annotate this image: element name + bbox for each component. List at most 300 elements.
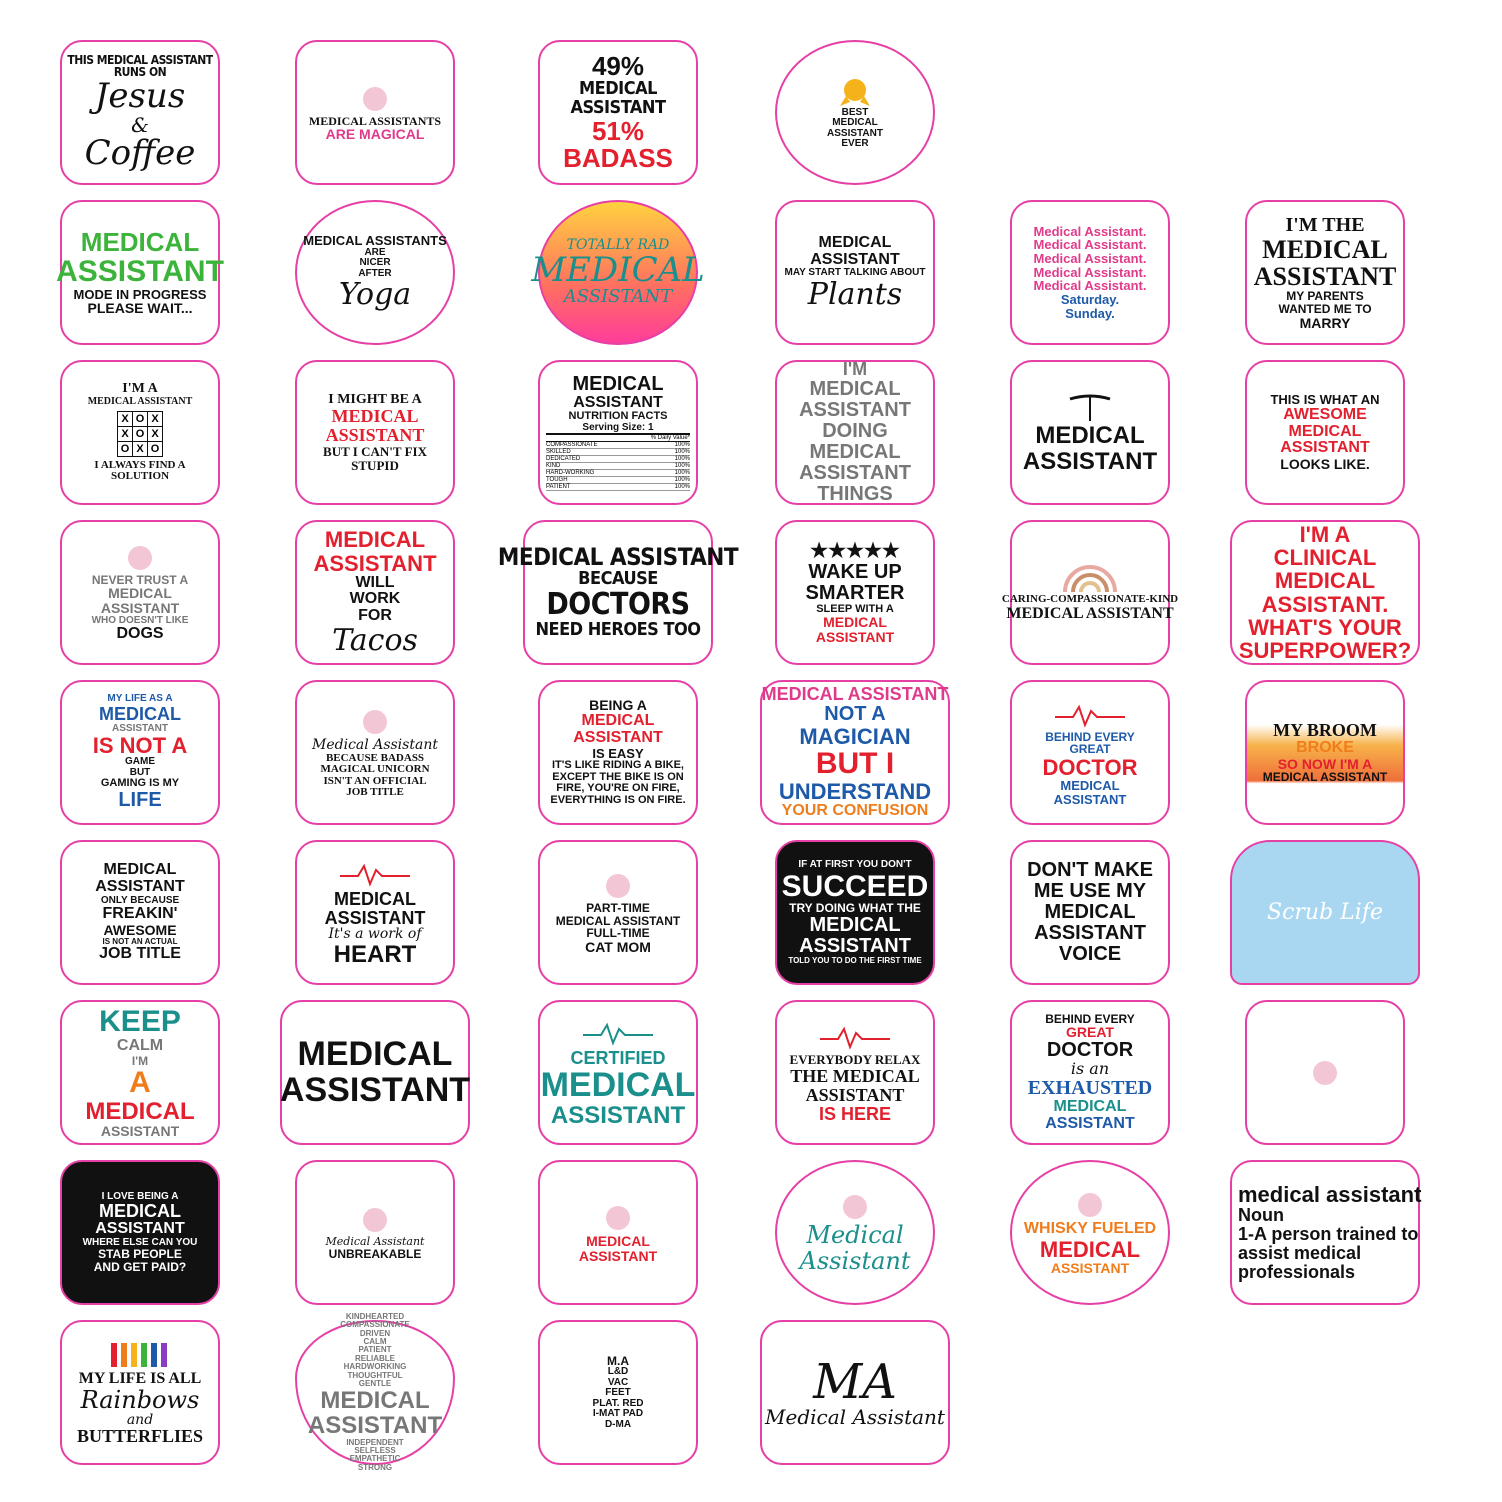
- star-icon: [1290, 1059, 1360, 1087]
- grid-cell: O: [133, 427, 147, 441]
- sticker-text: JOB TITLE: [346, 786, 404, 799]
- sticker-text: THINGS: [817, 482, 893, 505]
- sticker-text: MAGICIAN: [799, 724, 911, 750]
- sticker-text: BUT I: [815, 747, 895, 781]
- sticker-text: TOLD YOU TO DO THE FIRST TIME: [788, 955, 922, 965]
- sticker-27: [538, 680, 698, 825]
- sticker-45: [538, 1160, 698, 1305]
- sticker-text: DOCTORS: [546, 587, 690, 623]
- sticker-text: MEDICAL: [531, 249, 705, 290]
- sticker-text: MEDICAL ASSISTANTS: [303, 233, 447, 249]
- sticker-text: Medical Assistant: [312, 737, 438, 754]
- sticker-text: ASSISTANT: [95, 877, 185, 895]
- sticker-text: MAY START TALKING ABOUT: [784, 267, 926, 279]
- sticker-text: EXCEPT THE BIKE IS ON: [552, 770, 684, 783]
- sticker-text: MEDICAL: [1035, 422, 1145, 450]
- ribbon-icon: [820, 78, 890, 106]
- sticker-text: HARDWORKING: [343, 1362, 407, 1372]
- sticker-text: Jesus: [94, 75, 186, 116]
- sticker-50: [295, 1311, 455, 1472]
- sticker-text: HEART: [333, 941, 417, 969]
- sticker-38: [280, 1000, 470, 1145]
- sticker-text: STAB PEOPLE: [98, 1247, 182, 1262]
- sticker-text: L&D: [607, 1366, 629, 1378]
- sticker-text: MY LIFE AS A: [107, 693, 173, 705]
- sticker-text: MEDICAL: [832, 117, 878, 128]
- sticker-text: MEDICAL: [297, 1034, 453, 1073]
- sticker-text: MEDICAL: [823, 614, 887, 631]
- sticker-text: MEDICAL: [1274, 568, 1376, 594]
- sticker-text: THE MEDICAL: [790, 1065, 920, 1086]
- sticker-text: ASSISTANT: [827, 127, 883, 139]
- sticker-text: professionals: [1238, 1261, 1356, 1282]
- sticker-text: I MIGHT BE A: [328, 391, 422, 407]
- grid-cell: O: [133, 412, 147, 426]
- sticker-text: WANTED ME TO: [1278, 301, 1372, 316]
- sticker-text: I-MAT PAD: [592, 1408, 644, 1420]
- sticker-29: [1010, 680, 1170, 825]
- sticker-22: [775, 520, 935, 665]
- sticker-text: MEDICAL: [540, 1065, 696, 1104]
- sticker-52: [760, 1320, 950, 1465]
- sticker-37: [60, 1000, 220, 1145]
- sticker-17: [1010, 360, 1170, 505]
- sticker-text: MEDICAL: [1039, 1237, 1141, 1262]
- sticker-text: MEDICAL: [1262, 234, 1388, 264]
- sticker-28: [760, 680, 950, 825]
- sticker-text: MARRY: [1299, 314, 1351, 331]
- sticker-text: ASSISTANT: [325, 425, 425, 446]
- sticker-text: MEDICAL: [1053, 1097, 1127, 1115]
- sticker-text: JOB TITLE: [99, 945, 181, 963]
- sticker-text: KINDHEARTED: [345, 1311, 405, 1321]
- sticker-text: 1-A person trained to: [1238, 1224, 1419, 1245]
- sticker-text: ASSISTANT: [563, 286, 673, 308]
- sticker-text: AWESOME: [103, 922, 177, 938]
- sticker-text: NEED HEROES TOO: [535, 618, 701, 640]
- sticker-text: Sunday.: [1065, 305, 1115, 321]
- sticker-text: MEDICAL: [103, 861, 177, 879]
- sticker-text: MEDICAL: [99, 1201, 181, 1222]
- sticker-16: [775, 360, 935, 505]
- sticker-30: [1245, 680, 1405, 825]
- sticker-text: CALM: [363, 1336, 387, 1346]
- sticker-text: CAT MOM: [585, 939, 651, 956]
- sticker-text: EVER: [841, 138, 869, 149]
- sticker-text: MEDICAL: [809, 440, 901, 463]
- caduceus-icon: [1055, 393, 1125, 421]
- sticker-text: Coffee: [84, 132, 196, 173]
- sticker-34: [775, 840, 935, 985]
- sticker-text: ASSISTANT: [313, 550, 437, 576]
- sticker-text: PART-TIME: [586, 901, 650, 916]
- sticker-text: UNDERSTAND: [778, 778, 932, 804]
- sticker-text: ASSISTANT: [1050, 1260, 1130, 1277]
- sticker-text: ONLY BECAUSE: [100, 894, 180, 906]
- sticker-text: DOGS: [116, 625, 164, 643]
- sticker-39: [538, 1000, 698, 1145]
- sticker-text: Medical Assistant: [325, 1235, 425, 1249]
- sticker-text: I'M: [131, 1053, 149, 1068]
- sticker-26: [295, 680, 455, 825]
- sticker-text: medical assistant: [1238, 1182, 1422, 1208]
- sticker-text: MEDICAL ASSISTANT: [87, 396, 193, 408]
- sticker-text: Medical Assistant.: [1033, 251, 1147, 267]
- sticker-text: BECAUSE BADASS: [325, 751, 425, 764]
- sticker-text: ASSISTANT: [1053, 791, 1127, 807]
- heartbeat-icon: [1055, 701, 1125, 729]
- sticker-text: I'M A: [122, 381, 158, 397]
- sticker-text: ARE MAGICAL: [325, 126, 425, 143]
- sticker-text: ASSISTANT: [100, 1122, 180, 1139]
- medical-icons-icon: [820, 1193, 890, 1221]
- sticker-text: BUT I CAN'T FIX: [323, 444, 427, 460]
- sticker-text: BADASS: [563, 143, 673, 174]
- cat-icon: [583, 872, 653, 900]
- sticker-text: I LOVE BEING A: [101, 1190, 179, 1202]
- sticker-9: [531, 200, 705, 345]
- sticker-text: ASSISTANT: [100, 600, 180, 617]
- sticker-text: AFTER: [358, 267, 392, 279]
- sticker-text: GREAT: [1066, 1024, 1114, 1041]
- sticker-40: [775, 1000, 935, 1145]
- sticker-text: STRONG: [357, 1462, 393, 1472]
- sticker-35: [1010, 840, 1170, 985]
- sticker-text: CALM: [116, 1036, 164, 1054]
- sticker-text: TRY DOING WHAT THE: [789, 901, 921, 915]
- sticker-text: MODE IN PROGRESS: [73, 286, 207, 302]
- sticker-text: WHISKY FUELED: [1023, 1220, 1157, 1238]
- sticker-text: MEDICAL ASSISTANT: [555, 913, 681, 928]
- sticker-text: SUCCEED: [781, 869, 929, 903]
- sticker-text: 49%: [591, 50, 645, 81]
- sticker-text: Plants: [807, 276, 903, 312]
- sticker-32: [295, 840, 455, 985]
- sticker-text: EMPATHETIC: [349, 1454, 401, 1464]
- sticker-text: TOTALLY RAD: [566, 236, 670, 253]
- sticker-13: [60, 360, 220, 505]
- sticker-text: THOUGHTFUL: [347, 1370, 403, 1380]
- sticker-text: BUTTERFLIES: [76, 1426, 204, 1447]
- sticker-text: FOR: [358, 607, 392, 625]
- sticker-text: Medical Assistant: [765, 1405, 945, 1430]
- flowers-icon: [340, 708, 410, 736]
- sticker-text: ME USE MY: [1033, 880, 1147, 902]
- sticker-text: MEDICAL: [334, 888, 416, 909]
- sticker-text: I'M A: [1299, 522, 1351, 548]
- sticker-text: ASSISTANT: [550, 1102, 686, 1130]
- sticker-text: ASSISTANT: [1034, 922, 1146, 944]
- sticker-text: DOCTOR: [1042, 754, 1138, 780]
- sticker-21: [497, 520, 739, 665]
- sticker-text: ASSISTANT: [279, 1070, 471, 1109]
- sticker-text: ASSISTANT: [815, 628, 895, 645]
- sticker-text: MEDICAL ASSISTANT: [1006, 604, 1174, 622]
- sticker-text: DON'T MAKE: [1027, 859, 1153, 881]
- sticker-text: IF AT FIRST YOU DON'T: [798, 859, 912, 870]
- sticker-31: [60, 840, 220, 985]
- sticker-text: DOCTOR: [1046, 1038, 1134, 1061]
- sticker-text: SOLUTION: [110, 470, 170, 483]
- sticker-text: It's a work of: [328, 926, 422, 943]
- sticker-text: ASSISTANT: [799, 461, 911, 484]
- sticker-text: MEDICAL ASSISTANT: [497, 543, 739, 572]
- nutrition-row: PATIENT 100%: [546, 484, 690, 491]
- unicorn-icon: [340, 85, 410, 113]
- sticker-48: [1230, 1160, 1420, 1305]
- sticker-text: MEDICAL: [320, 1387, 430, 1415]
- sticker-text: I ALWAYS FIND A: [94, 458, 186, 471]
- sticker-text: BEHIND EVERY: [1045, 1011, 1135, 1026]
- sticker-text: MEDICAL: [1044, 901, 1136, 923]
- sticker-25: [60, 680, 220, 825]
- sticker-text: GAMING IS MY: [100, 777, 180, 790]
- sticker-text: WILL: [355, 573, 395, 591]
- sticker-text: ISN'T AN OFFICIAL: [323, 774, 427, 787]
- sticker-text: IS NOT AN ACTUAL: [102, 936, 178, 946]
- sticker-51: [538, 1320, 698, 1465]
- sticker-text: VOICE: [1058, 943, 1122, 965]
- sticker-text: ASSISTANT: [570, 96, 666, 118]
- sticker-text: GENTLE: [358, 1378, 392, 1388]
- sticker-text: NOT A: [824, 703, 886, 726]
- sticker-sheet: [56, 30, 1450, 1472]
- sticker-text: I'M: [842, 359, 868, 380]
- sticker-text: ASSISTANT: [805, 1084, 905, 1105]
- tubes-icon: [105, 1341, 175, 1369]
- sticker-text: AWESOME: [1283, 405, 1367, 423]
- sticker-text: MEDICAL: [80, 226, 200, 257]
- sticker-text: BEING A: [589, 697, 647, 714]
- sticker-text: PATIENT: [358, 1345, 392, 1355]
- sticker-text: MEDICAL: [1288, 422, 1362, 440]
- sticker-text: MEDICAL ASSISTANTS: [308, 113, 442, 128]
- sticker-text: CARING-COMPASSIONATE-KIND: [1001, 593, 1179, 606]
- grid-cell: O: [148, 442, 162, 456]
- sticker-text: 51%: [591, 115, 645, 146]
- sticker-text: I'M THE: [1285, 213, 1365, 236]
- sticker-text: NICER: [359, 257, 391, 269]
- sticker-42: [1245, 1000, 1405, 1145]
- sticker-43: [60, 1160, 220, 1305]
- grid-cell: X: [118, 427, 132, 441]
- sticker-8: [295, 200, 455, 345]
- sticker-text: Saturday.: [1060, 291, 1120, 307]
- sticker-text: Serving Size: 1: [582, 421, 654, 433]
- sticker-text: IS NOT A: [92, 733, 188, 759]
- sticker-text: BUT: [129, 766, 151, 778]
- sticker-text: MEDICAL: [586, 1232, 650, 1249]
- sticker-text: RUNS ON: [113, 65, 167, 80]
- sticker-text: DRIVEN: [359, 1328, 391, 1338]
- rainbow-icon: [1055, 564, 1125, 592]
- nutrition-table: % Daily Value* COMPASSIONATE 100% SKILLED 100% DEDICATED 100% KIND 100% HARD-WORKING 100% TOUGH 100% PATIENT 100%: [546, 435, 690, 491]
- sticker-text: INDEPENDENT: [346, 1437, 404, 1447]
- sticker-text: ASSISTANT: [307, 1412, 443, 1440]
- sticker-text: is an: [1070, 1058, 1110, 1078]
- sticker-text: ASSISTANT: [112, 722, 168, 734]
- sticker-text: M.A: [607, 1353, 629, 1368]
- sticker-text: assist medical: [1238, 1243, 1362, 1264]
- sticker-text: MAGICAL UNICORN: [320, 763, 430, 776]
- sticker-text: Tacos: [332, 623, 418, 659]
- sticker-12: [1245, 200, 1405, 345]
- nutrition-row: DEDICATED 100%: [546, 456, 690, 463]
- sticker-text: CLINICAL: [1273, 545, 1377, 571]
- sticker-text: Medical Assistant.: [1033, 223, 1147, 239]
- nutrition-row: SKILLED 100%: [546, 449, 690, 456]
- grid-cell: X: [133, 442, 147, 456]
- sticker-text: WHAT'S YOUR: [1248, 614, 1402, 640]
- sticker-text: MEDICAL: [85, 1097, 195, 1125]
- nutrition-row: KIND 100%: [546, 463, 690, 470]
- sticker-text: MY BROOM: [1273, 720, 1377, 741]
- nutrition-row: HARD-WORKING 100%: [546, 470, 690, 477]
- sticker-4: [775, 40, 935, 185]
- sticker-11: [1010, 200, 1170, 345]
- sticker-46: [775, 1160, 935, 1305]
- sticker-text: BEST: [841, 106, 869, 118]
- sticker-text: ASSISTANT: [324, 907, 426, 928]
- sticker-text: ASSISTANT: [1045, 1114, 1135, 1132]
- sticker-text: ASSISTANT: [95, 1219, 185, 1237]
- sticker-text: Medical Assistant.: [1033, 264, 1147, 280]
- sticker-10: [775, 200, 935, 345]
- sticker-text: FEET: [605, 1387, 631, 1399]
- sticker-1: [60, 40, 220, 185]
- sticker-14: [295, 360, 455, 505]
- sticker-text: KEEP: [99, 1005, 181, 1039]
- sticker-text: THIS IS WHAT AN: [1270, 392, 1380, 408]
- heartbeat-icon: [820, 1023, 890, 1051]
- sticker-text: Assistant: [799, 1246, 911, 1275]
- sticker-text: MEDICAL: [1060, 778, 1120, 793]
- sticker-text: FREAKIN': [102, 905, 178, 923]
- sticker-text: GAME: [125, 756, 155, 768]
- sticker-text: MY PARENTS: [1286, 289, 1364, 304]
- sticker-text: ASSISTANT: [573, 728, 663, 746]
- sticker-text: GREAT: [1069, 742, 1111, 757]
- sticker-text: EXHAUSTED: [1027, 1076, 1153, 1099]
- whisky-icon: [1055, 1191, 1125, 1219]
- sticker-text: DOING: [822, 419, 888, 442]
- sticker-text: LOOKS LIKE.: [1280, 456, 1370, 473]
- sticker-text: SUPERPOWER?: [1238, 637, 1412, 663]
- sticker-text: MEDICAL: [809, 913, 901, 936]
- sticker-text: SMARTER: [805, 581, 905, 604]
- sticker-text: MEDICAL: [572, 372, 664, 395]
- sticker-text: BEHIND EVERY: [1045, 729, 1135, 744]
- sticker-text: IS HERE: [818, 1103, 892, 1124]
- sticker-text: YOUR CONFUSION: [781, 801, 929, 819]
- sticker-text: Medical Assistant.: [1033, 278, 1147, 294]
- nutrition-row: COMPASSIONATE 100%: [546, 442, 690, 449]
- sticker-text: and: [126, 1411, 154, 1428]
- sticker-text: Noun: [1238, 1205, 1284, 1226]
- sticker-text: WAKE UP: [808, 560, 902, 583]
- grid-cell: X: [148, 427, 162, 441]
- sticker-text: ARE: [364, 246, 386, 258]
- sticker-text: FIRE, YOU'RE ON FIRE,: [556, 782, 680, 795]
- sticker-text: UNBREAKABLE: [328, 1246, 422, 1261]
- sticker-44: [295, 1160, 455, 1305]
- sticker-7: [56, 200, 224, 345]
- sticker-3: [538, 40, 698, 185]
- sticker-text: ASSISTANT: [578, 1247, 658, 1264]
- stars-icon: ★★★★★: [810, 539, 900, 562]
- sticker-text: MY LIFE IS ALL: [78, 1369, 202, 1387]
- sticker-36: [1230, 840, 1420, 985]
- sticker-text: EVERYBODY RELAX: [789, 1052, 921, 1068]
- sticker-text: MEDICAL: [809, 377, 901, 400]
- sticker-41: [1010, 1000, 1170, 1145]
- sticker-text: A: [129, 1066, 151, 1100]
- sticker-text: Medical Assistant.: [1033, 237, 1147, 253]
- sticker-text: THIS MEDICAL ASSISTANT: [67, 52, 213, 67]
- sticker-text: MEDICAL: [99, 703, 181, 724]
- tic-tac-toe-grid: [117, 411, 163, 457]
- grid-cell: O: [118, 442, 132, 456]
- sticker-33: [538, 840, 698, 985]
- sticker-text: Rainbows: [80, 1385, 200, 1414]
- sticker-text: ASSISTANT: [56, 255, 224, 289]
- sticker-text: BROKE: [1296, 738, 1354, 756]
- sticker-text: Yoga: [338, 277, 412, 313]
- sticker-text: COMPASSIONATE: [340, 1320, 410, 1330]
- sticker-text: &: [131, 112, 149, 137]
- sticker-text: ASSISTANT: [1022, 447, 1158, 475]
- sticker-text: WHERE ELSE CAN YOU: [82, 1236, 198, 1248]
- sticker-text: D-MA: [604, 1418, 632, 1430]
- sticker-text: Medical: [806, 1221, 904, 1250]
- sticker-text: STUPID: [351, 457, 399, 473]
- sticker-47: [1010, 1160, 1170, 1305]
- grid-cell: X: [118, 412, 132, 426]
- sticker-text: MEDICAL ASSISTANT: [1262, 770, 1388, 785]
- sticker-text: FULL-TIME: [586, 926, 650, 941]
- sticker-text: IS EASY: [592, 745, 644, 761]
- sticker-text: MEDICAL: [324, 527, 426, 553]
- sticker-text: ASSISTANT.: [1261, 591, 1389, 617]
- sticker-text: MEDICAL: [581, 712, 655, 730]
- dog-icon: [105, 544, 175, 572]
- sticker-text: RELIABLE: [355, 1353, 395, 1363]
- sticker-24: [1230, 520, 1420, 665]
- sticker-23: [1001, 520, 1179, 665]
- heartbeat-icon: [340, 860, 410, 888]
- sticker-text: VAC: [607, 1376, 629, 1388]
- sticker-2: [295, 40, 455, 185]
- sticker-20: [295, 520, 455, 665]
- sticker-text: NUTRITION FACTS: [568, 410, 668, 423]
- woman-icon: [340, 1206, 410, 1234]
- sticker-text: ASSISTANT: [799, 398, 911, 421]
- sticker-15: [538, 360, 698, 505]
- sticker-text: MEDICAL: [108, 585, 172, 602]
- sticker-text: MEDICAL: [331, 406, 419, 427]
- sticker-text: MEDICAL: [579, 77, 657, 99]
- sticker-text: ASSISTANT: [1280, 439, 1370, 457]
- sticker-text: CERTIFIED: [570, 1047, 666, 1068]
- sticker-text: PLEASE WAIT...: [87, 300, 193, 317]
- sticker-text: ASSISTANT: [573, 393, 663, 411]
- sticker-text: MEDICAL ASSISTANT: [761, 684, 949, 705]
- sticker-text: MA: [813, 1353, 897, 1410]
- sticker-text: EVERYTHING IS ON FIRE.: [550, 794, 686, 806]
- heartbeat-teal-icon: [583, 1019, 653, 1047]
- sticker-text: ASSISTANT: [810, 250, 900, 268]
- sticker-text: ASSISTANT: [799, 934, 911, 957]
